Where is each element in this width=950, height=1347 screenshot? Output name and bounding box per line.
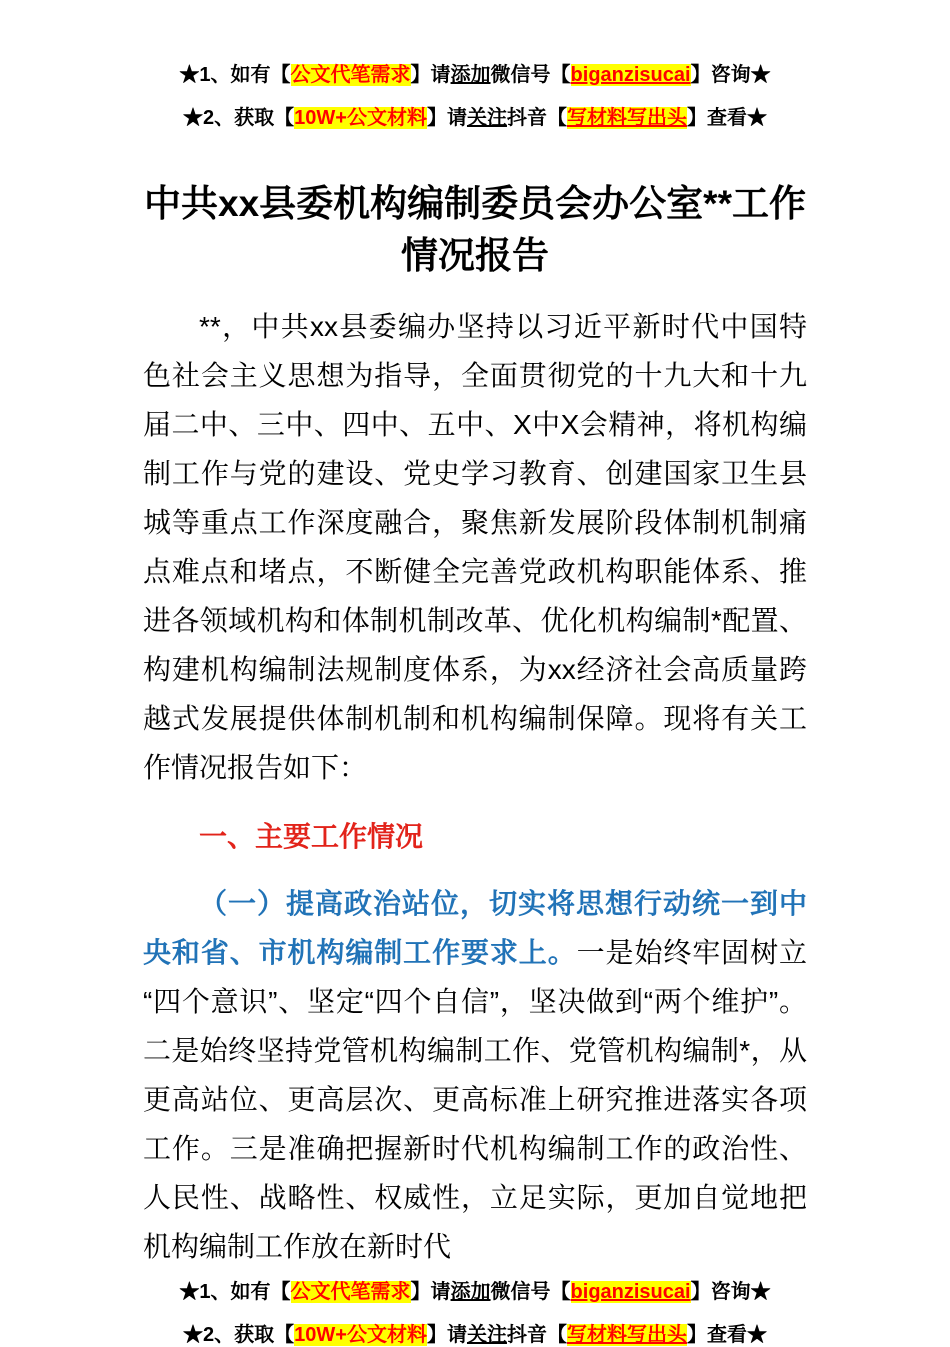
promo-footer-line2-suffix: 】查看★ [686,1324,767,1346]
promo-line1-add-underline: 添加 [450,64,491,86]
promo-footer-line2-mid1: 】请 [426,1324,467,1346]
promo-header-line-2 [143,107,807,130]
promo-footer-line2-douyin-id: 写材料写出头 [566,1324,687,1346]
promo-header-line-1 [143,64,807,87]
promo-line2-mid2: 抖音【 [506,107,567,129]
promo-footer-line2-highlight-materials: 10W+公文材料 [294,1324,427,1346]
promo-footer-line1-prefix: ★1、如有【 [179,1281,291,1303]
promo-footer-line2-follow-underline: 关注 [466,1324,507,1346]
promo-footer-line2-mid2: 抖音【 [506,1324,567,1346]
promo-line1-wechat-id: biganzisucai [570,64,691,86]
promo-line2-suffix: 】查看★ [686,107,767,129]
document-title-line-2: 情况报告 [401,235,549,276]
promo-footer-line1-wechat-id: biganzisucai [570,1281,691,1303]
promo-line2-mid1: 】请 [426,107,467,129]
subsection-1-body: 一是始终牢固树立“四个意识”、坚定“四个自信”，坚决做到“两个维护”。二是始终坚持党管机构编制工作、党管机构编制*，从更高站位、更高层次、更高标准上研究推进落实各项工作。三是准确把握新时代机构编制工作的政治性、人民性、战略性、权威性，立足实际，更加自觉地把机构编制工作放在新时代 [143,937,807,1262]
document-title-line-1: 中共xx县委机构编制委员会办公室**工作 [144,183,806,224]
promo-line2-prefix: ★2、获取【 [183,107,295,129]
promo-footer-line1-suffix: 】咨询★ [690,1281,771,1303]
promo-line1-highlight-service: 公文代笔需求 [290,64,411,86]
promo-line1-mid2: 微信号【 [490,64,571,86]
promo-line1-mid1: 】请 [410,64,451,86]
intro-paragraph: **，中共xx县委编办坚持以习近平新时代中国特色社会主义思想为指导，全面贯彻党的十九大和十九届二中、三中、四中、五中、X中X会精神，将机构编制工作与党的建设、党史学习教育、创建国家卫生县城等重点工作深度融合，聚焦新发展阶段体制机制痛点难点和堵点，不断健全完善党政机构职能体系、推进各领域机构和体制机制改革、优化机构编制*配置、构建机构编制法规制度体系，为xx经济社会高质量跨越式发展提供体制机制和机构编制保障。现将有关工作情况报告如下： [143,311,807,783]
promo-line2-douyin-id: 写材料写出头 [566,107,687,129]
subsection-1-lead: （一）提高政治站位，切实将思想行动统一到中央和省、市机构编制工作要求上。 [143,888,807,968]
promo-footer-line1-highlight-service: 公文代笔需求 [290,1281,411,1303]
promo-line2-highlight-materials: 10W+公文材料 [294,107,427,129]
promo-line2-follow-underline: 关注 [466,107,507,129]
promo-header [143,64,807,130]
section-1-heading: 一、主要工作情况 [199,821,424,852]
document-title [143,178,807,282]
promo-footer-line1-add-underline: 添加 [450,1281,491,1303]
promo-line1-suffix: 】咨询★ [690,64,771,86]
promo-footer-line-1 [143,1281,807,1304]
promo-line1-prefix: ★1、如有【 [179,64,291,86]
promo-footer-line2-prefix: ★2、获取【 [183,1324,295,1346]
promo-footer [143,1281,807,1347]
subsection-1-paragraph [143,879,807,1271]
promo-footer-line1-mid2: 微信号【 [490,1281,571,1303]
promo-footer-line1-mid1: 】请 [410,1281,451,1303]
